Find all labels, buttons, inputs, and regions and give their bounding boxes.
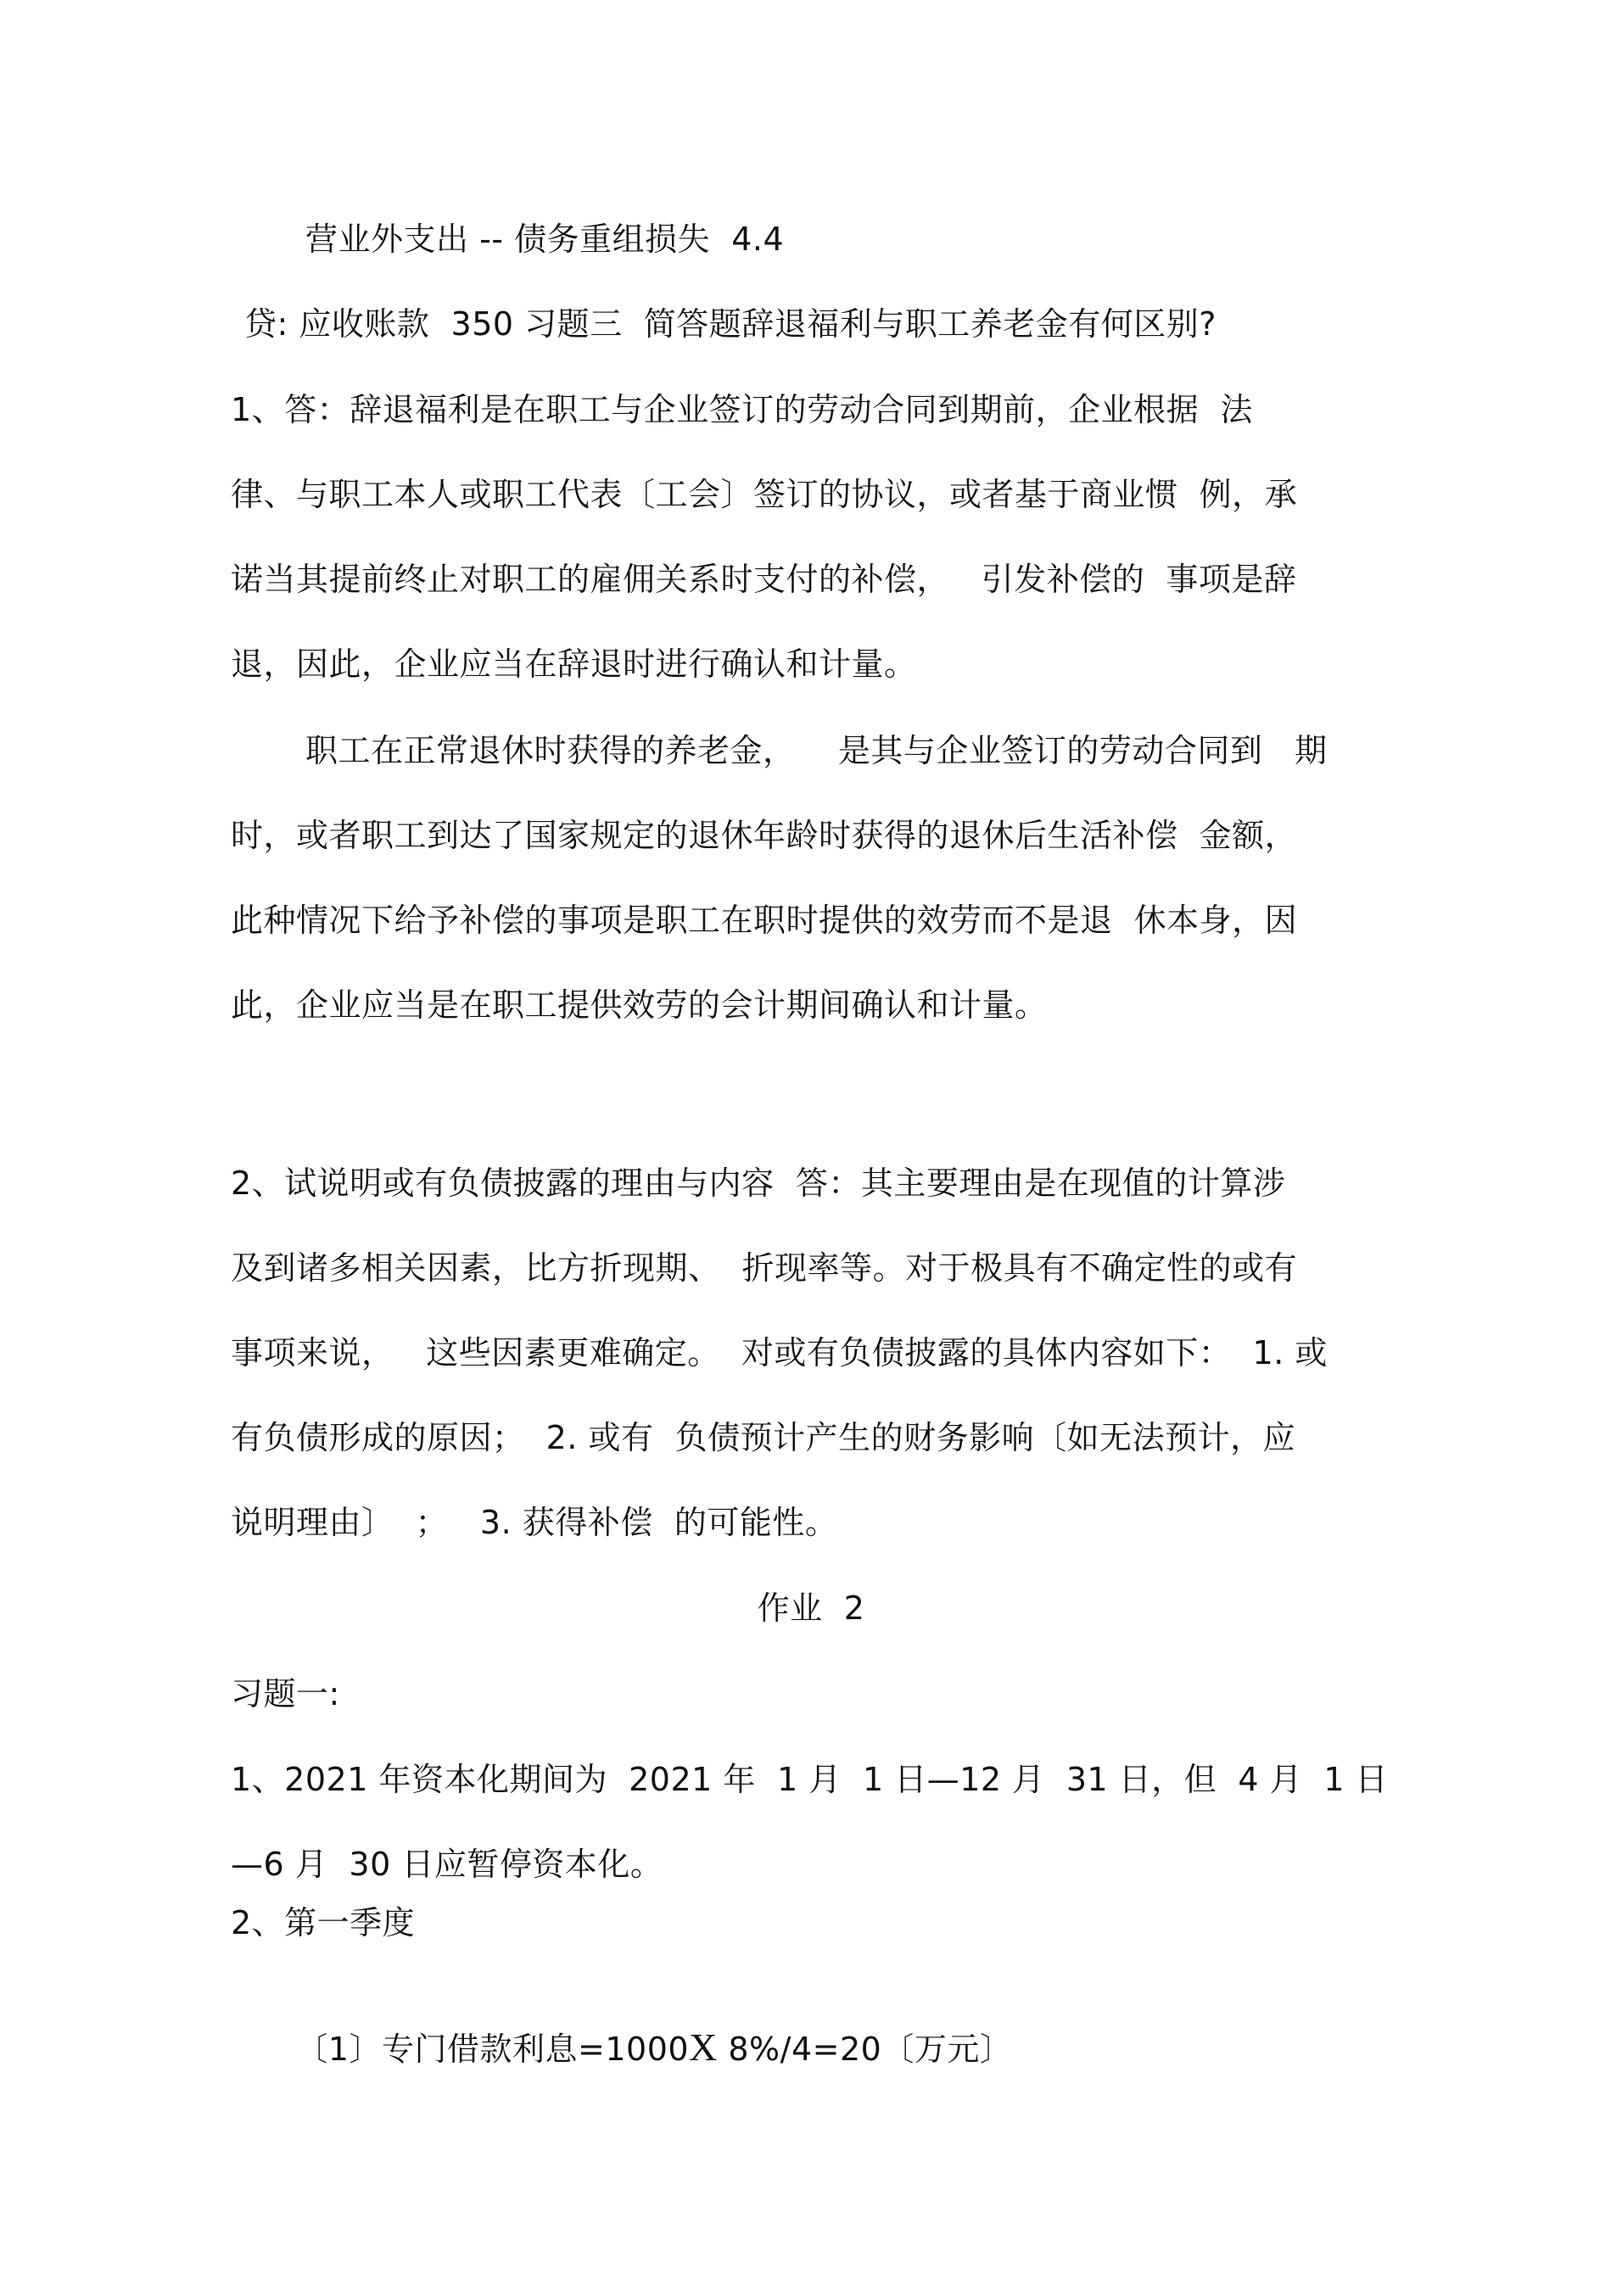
multiply-symbol: X [689, 2025, 718, 2069]
section-heading: 作业 2 [757, 1589, 865, 1627]
text-line: 律、与职工本人或职工代表〔工会〕签订的协议，或者基于商业惯 例，承 [231, 476, 1298, 513]
text-line: 2、第一季度 [231, 1904, 416, 1941]
text-line: 职工在正常退休时获得的养老金， 是其与企业签订的劳动合同到 期 [305, 732, 1328, 769]
formula-part: 8%/4=20〔万元〕 [717, 2031, 1013, 2068]
text-line: 贷: 应收账款 350 习题三 简答题辞退福利与职工养老金有何区别? [244, 305, 1216, 343]
text-line: 有负债形成的原因； 2. 或有 负债预计产生的财务影响〔如无法预计，应 [231, 1419, 1296, 1456]
text-line: 营业外支出 -- 债务重组损失 4.4 [305, 221, 785, 258]
text-line: —6 月 30 日应暂停资本化。 [231, 1846, 663, 1883]
text-line: 时，或者职工到达了国家规定的退休年龄时获得的退休后生活补偿 金额， [231, 817, 1298, 854]
text-line: 此，企业应当是在职工提供效劳的会计期间确认和计量。 [231, 986, 1048, 1024]
text-line: 习题一: [231, 1675, 340, 1712]
text-line: 诺当其提前终止对职工的雇佣关系时支付的补偿， 引发补偿的 事项是辞 [231, 561, 1297, 598]
text-line: 说明理由〕 ； 3. 获得补偿 的可能性。 [231, 1504, 838, 1541]
formula-part: 〔1〕专门借款利息=1000 [295, 2031, 690, 2068]
text-line: 事项来说， 这些因素更难确定。 对或有负债披露的具体内容如下： 1. 或 [231, 1334, 1328, 1371]
text-line: 1、2021 年资本化期间为 2021 年 1 月 1 日—12 月 31 日，但 4 月 1 日 [231, 1761, 1389, 1798]
text-line: 退，因此，企业应当在辞退时进行确认和计量。 [231, 645, 917, 683]
text-line: 及到诸多相关因素，比方折现期、 折现率等。对于极具有不确定性的或有 [231, 1249, 1298, 1287]
formula-line [253, 1984, 1423, 2113]
text-line: 1、答：辞退福利是在职工与企业签订的劳动合同到期前，企业根据 法 [231, 391, 1253, 428]
text-line: 2、试说明或有负债披露的理由与内容 答：其主要理由是在现值的计算涉 [231, 1165, 1286, 1202]
text-line: 此种情况下给予补偿的事项是职工在职时提供的效劳而不是退 休本身，因 [231, 902, 1298, 939]
